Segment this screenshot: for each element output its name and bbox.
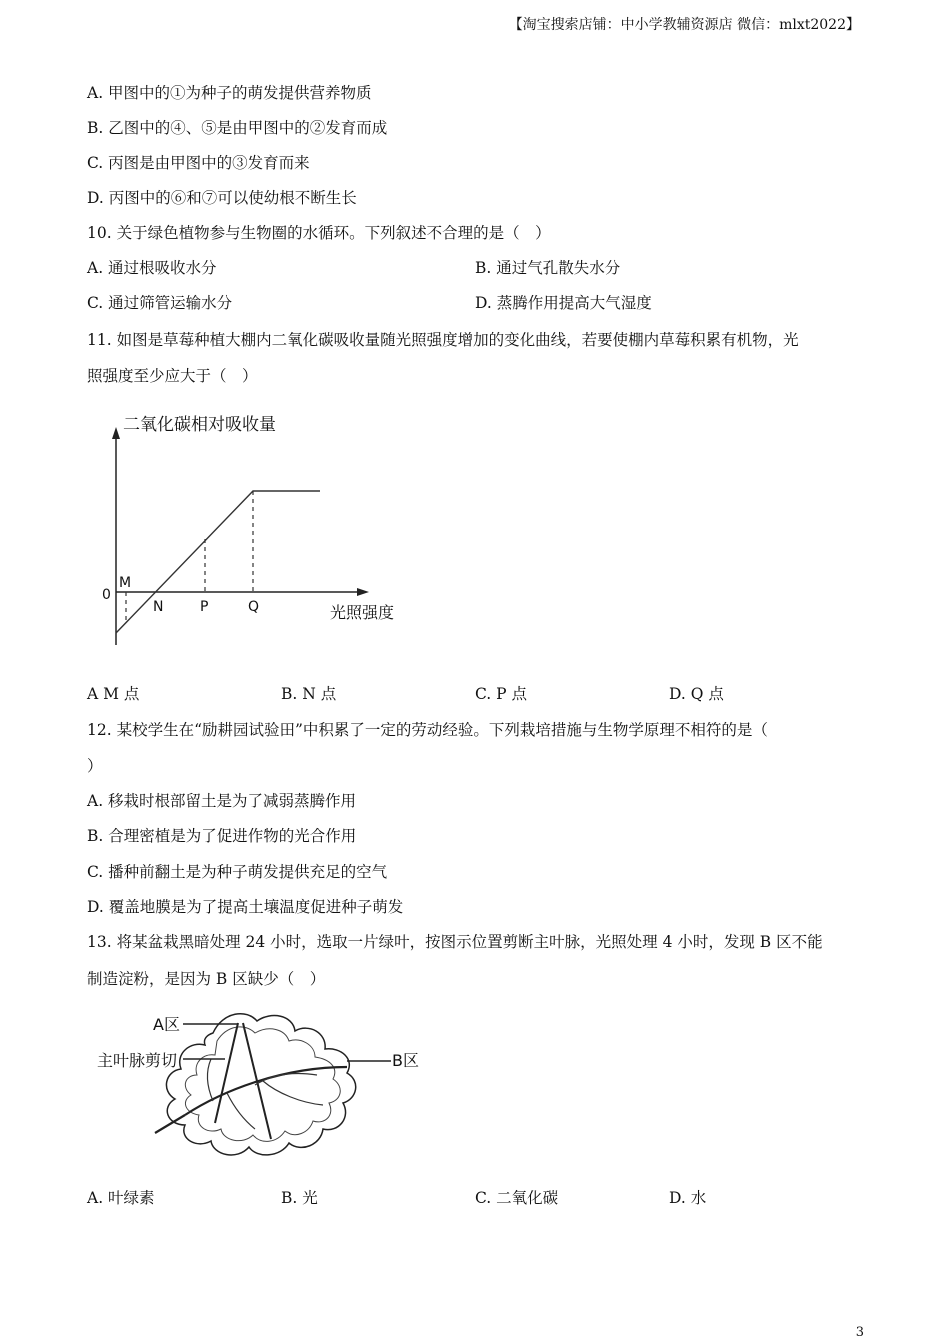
q11-stem-line1: 11. 如图是草莓种植大棚内二氧化碳吸收量随光照强度增加的变化曲线，若要使棚内草莓积累有机物，光 [87, 331, 799, 349]
q9-option-a: A. 甲图中的①为种子的萌发提供营养物质 [87, 84, 372, 102]
y-axis-arrow [112, 427, 120, 439]
q11-option-b: B. N 点 [281, 685, 337, 703]
point-q-label: Q [248, 599, 260, 615]
page-number: 3 [855, 1325, 864, 1340]
point-p-label: P [200, 599, 209, 615]
q12-option-c: C. 播种前翻土是为种子萌发提供充足的空气 [87, 863, 388, 881]
q13-option-d: D. 水 [669, 1189, 707, 1207]
q11-stem-line2: 照强度至少应大于（ ） [87, 367, 258, 385]
co2-light-graph [95, 405, 415, 655]
absorption-curve [116, 491, 320, 633]
q9-option-b: B. 乙图中的④、⑤是由甲图中的②发育而成 [87, 119, 388, 137]
q11-option-c: C. P 点 [475, 685, 528, 703]
q10-option-d: D. 蒸腾作用提高大气湿度 [475, 294, 652, 312]
side-vein [207, 1059, 213, 1101]
side-vein [263, 1081, 323, 1105]
origin-label: 0 [102, 587, 111, 603]
q13-option-c: C. 二氧化碳 [475, 1189, 559, 1207]
x-axis-label: 光照强度 [330, 603, 395, 622]
point-n-label: N [153, 599, 164, 615]
q9-option-d: D. 丙图中的⑥和⑦可以使幼根不断生长 [87, 189, 357, 207]
q11-option-d: D. Q 点 [669, 685, 724, 703]
y-axis-label: 二氧化碳相对吸收量 [123, 415, 276, 435]
q11-option-a: A M 点 [87, 685, 140, 703]
q12-stem-line2: ） [87, 757, 103, 775]
leaf-diagram [95, 1005, 425, 1165]
q12-option-d: D. 覆盖地膜是为了提高土壤温度促进种子萌发 [87, 898, 404, 916]
q13-stem-line2: 制造淀粉，是因为 B 区缺少（ ） [87, 970, 326, 988]
q10-option-c: C. 通过筛管运输水分 [87, 294, 233, 312]
q13-option-b: B. 光 [281, 1189, 318, 1207]
point-m-label: M [119, 575, 132, 591]
b-zone-label: B区 [392, 1051, 419, 1070]
q10-option-b: B. 通过气孔散失水分 [475, 259, 621, 277]
q10-option-a: A. 通过根吸收水分 [87, 259, 217, 277]
page-header: 【淘宝搜索店铺：中小学教辅资源店 微信：mlxt2022】 [508, 17, 860, 33]
x-axis-arrow [357, 588, 369, 596]
q13-stem-line1: 13. 将某盆栽黑暗处理 24 小时，选取一片绿叶，按图示位置剪断主叶脉，光照处理 4 小时，发现 B 区不能 [87, 933, 823, 951]
q13-option-a: A. 叶绿素 [87, 1189, 155, 1207]
q9-option-c: C. 丙图是由甲图中的③发育而来 [87, 154, 310, 172]
q10-stem: 10. 关于绿色植物参与生物圈的水循环。下列叙述不合理的是（ ） [87, 224, 551, 242]
q12-stem-line1: 12. 某校学生在“励耕园试验田”中积累了一定的劳动经验。下列栽培措施与生物学原理不相符的是（ [87, 721, 768, 739]
q12-option-a: A. 移栽时根部留土是为了减弱蒸腾作用 [87, 792, 357, 810]
leaf-outline [166, 1014, 355, 1155]
side-vein [227, 1093, 255, 1129]
main-vein-cut-label: 主叶脉剪切 [97, 1051, 178, 1070]
q12-option-b: B. 合理密植是为了促进作物的光合作用 [87, 827, 357, 845]
a-zone-label: A区 [153, 1015, 180, 1034]
